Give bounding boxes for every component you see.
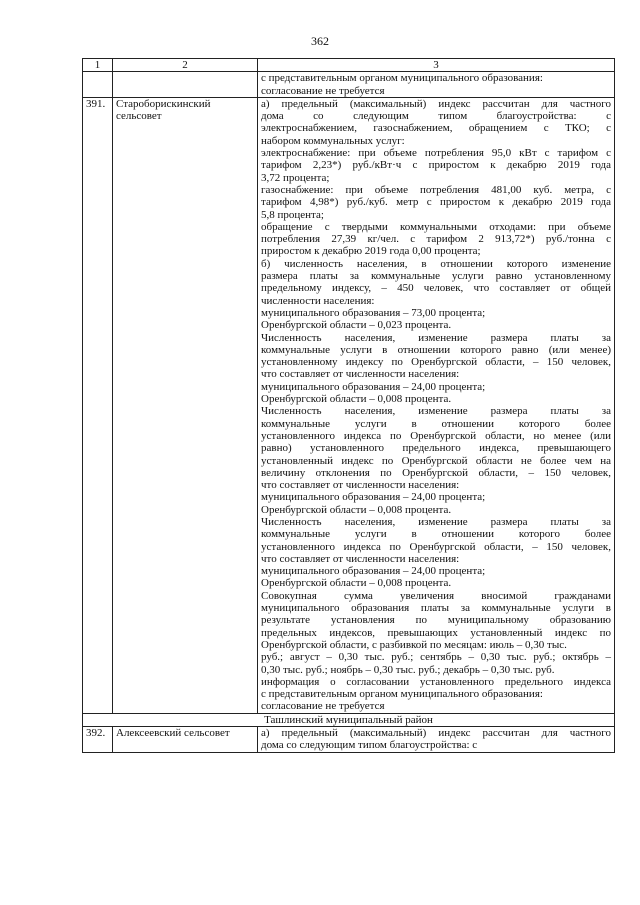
- text-line: Оренбургской области – 0,023 процента.: [261, 319, 452, 332]
- entry-text-cell: [258, 97, 615, 713]
- text-line: муниципального образования – 73,00 процента;: [261, 306, 486, 319]
- text-line: размера платы за коммунальные услуги равно установленному: [261, 270, 611, 283]
- text-line: Совокупная сумма увеличения вносимой гражданами: [261, 589, 611, 602]
- text-line: Оренбургской области – 0,008 процента.: [261, 503, 452, 516]
- entry-text-cell: [258, 727, 615, 753]
- text-line: Оренбургской области, с разбивкой по месяцам: июль – 0,30 тыс.: [261, 638, 567, 651]
- text-line: 5,8 процента;: [261, 208, 324, 221]
- text-line: муниципального образования – 24,00 процента;: [261, 491, 486, 504]
- text-line: Численность населения, изменение размера платы за: [261, 331, 611, 344]
- table-row-392: [83, 727, 615, 753]
- continuation-number-cell: [83, 72, 113, 98]
- header-col-1: 1: [83, 59, 113, 72]
- text-line: численности населения:: [261, 294, 375, 307]
- text-line: Оренбургской области – 0,008 процента.: [261, 393, 452, 406]
- text-line: газоснабжение: при объеме потребления 481,00 куб. метра, с: [261, 183, 611, 196]
- row-number: 391.: [83, 97, 113, 713]
- text-line: 3,72 процента;: [261, 171, 330, 184]
- text-line: что составляет от численности населения:: [261, 479, 460, 492]
- continuation-row: [83, 72, 615, 98]
- continuation-name-cell: [113, 72, 258, 98]
- text-line: приростом к декабрю 2019 года 0,00 процента;: [261, 245, 481, 258]
- text-line: а) предельный (максимальный) индекс рассчитан для частного: [261, 727, 611, 740]
- text-line: коммунальные услуги в отношении которого равно (или менее): [261, 343, 611, 356]
- table-header-row: [83, 59, 615, 72]
- text-line: дома со следующим типом благоустройства: с: [261, 110, 611, 123]
- region-row: [83, 713, 615, 726]
- text-line: информация о согласовании установленного предельного индекса: [261, 675, 611, 688]
- text-line: установленному индексу по Оренбургской области, – 150 человек,: [261, 356, 611, 369]
- municipality-name: Староборискинский сельсовет: [113, 97, 258, 713]
- text-line: согласование не требуется: [261, 84, 385, 97]
- text-line: установленный индекс по Оренбургской области не более чем на: [261, 454, 611, 467]
- text-line: что составляет от численности населения:: [261, 368, 460, 381]
- text-line: а) предельный (максимальный) индекс рассчитан для частного: [261, 97, 611, 110]
- text-line: величину отклонения по Оренбургской области, – 150 человек,: [261, 466, 611, 479]
- text-line: электроснабжение: при объеме потребления 95,0 кВт с тарифом с: [261, 147, 611, 160]
- row-number: 392.: [83, 727, 113, 753]
- document-table: [82, 58, 615, 753]
- text-line: набором коммунальных услуг:: [261, 134, 405, 147]
- region-title: Ташлинский муниципальный район: [83, 713, 615, 726]
- text-line: Численность населения, изменение размера платы за: [261, 405, 611, 418]
- text-line: 0,30 тыс. руб.; ноябрь – 0,30 тыс. руб.; декабрь – 0,30 тыс. руб.: [261, 663, 555, 676]
- header-col-3: 3: [258, 59, 615, 72]
- text-line: тарифом 2,23*) руб./кВт·ч с приростом к декабрю 2019 года: [261, 159, 611, 172]
- text-line: обращение с твердыми коммунальными отходами: при объеме: [261, 220, 611, 233]
- text-line: дома со следующим типом благоустройства: с: [261, 739, 478, 752]
- page-number: 362: [311, 34, 329, 48]
- continuation-text-cell: [258, 72, 615, 98]
- text-line: с представительным органом муниципального образования:: [261, 688, 543, 701]
- table-row-391: [83, 97, 615, 713]
- text-line: тарифом 4,98*) руб./куб. метр с приростом к декабрю 2019 года: [261, 196, 611, 209]
- text-line: Оренбургской области – 0,008 процента.: [261, 577, 452, 590]
- text-line: что составляет от численности населения:: [261, 552, 460, 565]
- text-line: муниципального образования – 24,00 процента;: [261, 565, 486, 578]
- municipality-name: Алексеевский сельсовет: [113, 727, 258, 753]
- text-line: результате установления по муниципальному образованию: [261, 614, 611, 627]
- text-line: б) численность населения, в отношении которого изменение: [261, 257, 611, 270]
- text-line: коммунальные услуги в отношении которого более: [261, 417, 611, 430]
- text-line: муниципального образования – 24,00 процента;: [261, 380, 486, 393]
- text-line: установленного индекса по Оренбургской области, – 150 человек,: [261, 540, 611, 553]
- text-line: согласование не требуется: [261, 700, 385, 713]
- text-line: равно) установленного предельного индекса, превышающего: [261, 442, 611, 455]
- text-line: муниципального образования платы за коммунальные услуги в: [261, 602, 611, 615]
- text-line: Численность населения, изменение размера платы за: [261, 515, 611, 528]
- text-line: электроснабжением, газоснабжением, обращением с ТКО; с: [261, 122, 611, 135]
- text-line: предельных индексов, превышающих установленный индекс по: [261, 626, 611, 639]
- text-line: предельному индексу, – 450 человек, что составляет от общей: [261, 282, 611, 295]
- text-line: установленного индекса по Оренбургской области, но менее (или: [261, 429, 611, 442]
- text-line: коммунальные услуги в отношении которого более: [261, 528, 611, 541]
- text-line: с представительным органом муниципального образования:: [261, 72, 543, 85]
- header-col-2: 2: [113, 59, 258, 72]
- text-line: потребления 27,39 кг/чел. с тарифом 2 913,72*) руб./тонна с: [261, 233, 611, 246]
- text-line: руб.; август – 0,30 тыс. руб.; сентябрь – 0,30 тыс. руб.; октябрь –: [261, 651, 611, 664]
